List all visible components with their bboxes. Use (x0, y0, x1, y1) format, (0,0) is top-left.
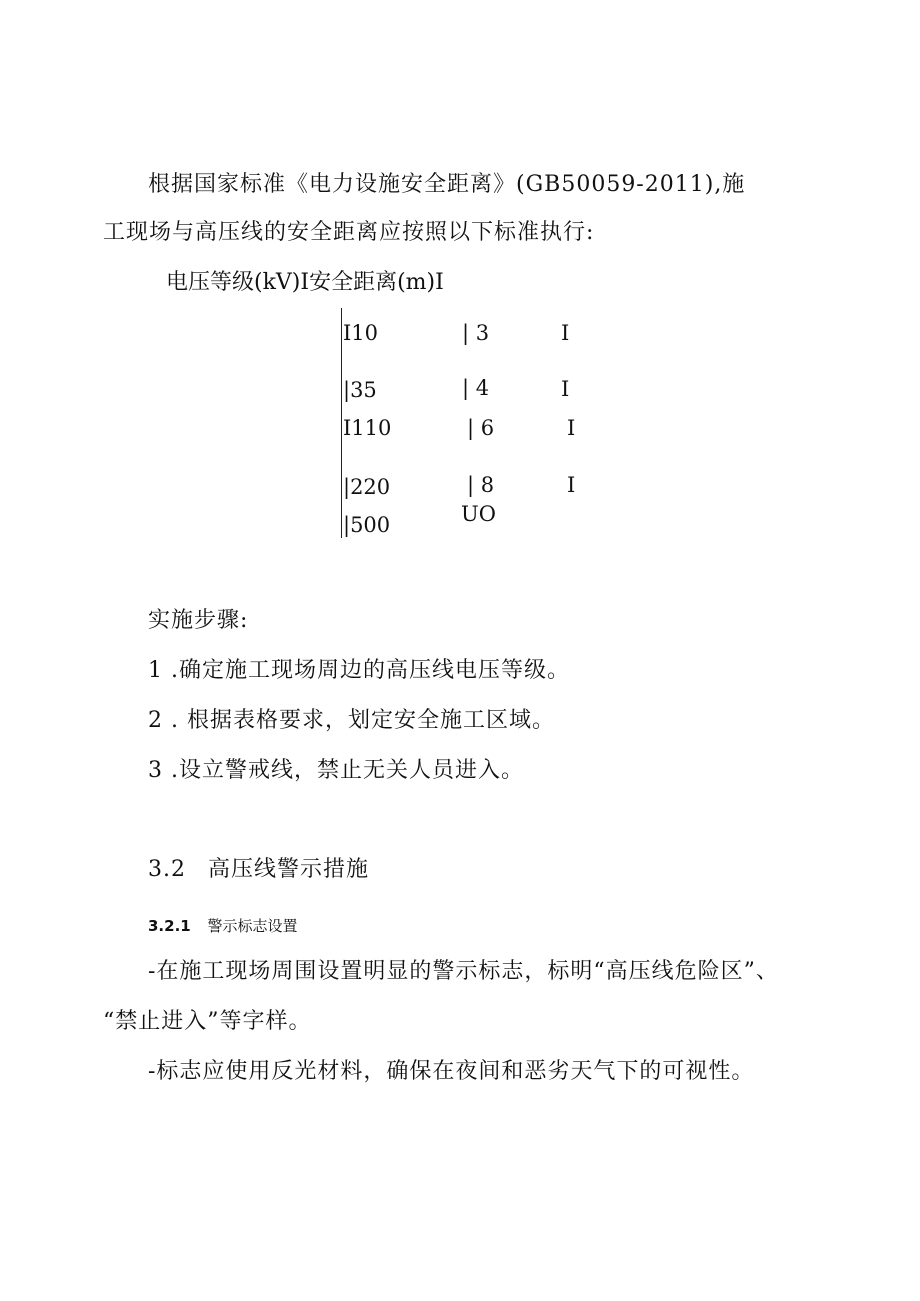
voltage-cell: |35 (343, 378, 377, 402)
paragraph-1-line-2: “禁止进入”等字样。 (103, 1009, 312, 1034)
voltage-cell: I10 (343, 321, 379, 345)
distance-cell: UO (461, 502, 496, 526)
distance-cell: | 4 (462, 376, 490, 400)
subsection-heading (148, 915, 298, 936)
subsection-title: 警示标志设置 (207, 917, 298, 935)
distance-cell: | 8 (467, 473, 495, 497)
step-item-3: 3 .设立警戒线，禁止无关人员进入。 (148, 758, 524, 783)
distance-cell: | 3 (462, 321, 490, 345)
step-item-1: 1 .确定施工现场周边的高压线电压等级。 (148, 658, 570, 683)
row-end-mark: I (567, 473, 576, 497)
steps-title: 实施步骤: (148, 608, 249, 633)
intro-line-2: 工现场与高压线的安全距离应按照以下标准执行: (103, 220, 595, 245)
section-number: 3.2 (148, 857, 186, 882)
row-end-mark: I (567, 416, 576, 440)
section-title: 高压线警示措施 (208, 857, 370, 882)
paragraph-2: -标志应使用反光材料，确保在夜间和恶劣天气下的可视性。 (148, 1059, 755, 1084)
step-item-2: 2 . 根据表格要求，划定安全施工区域。 (148, 708, 555, 733)
paragraph-1-line-1: -在施工现场周围设置明显的警示标志，标明“高压线危险区”、 (148, 959, 779, 984)
section-heading (148, 855, 369, 885)
voltage-cell: |220 (343, 475, 391, 499)
voltage-cell: |500 (343, 513, 391, 537)
subsection-number: 3.2.1 (148, 917, 191, 935)
table-left-border (341, 308, 342, 538)
intro-line-1: 根据国家标准《电力设施安全距离》(GB50059-2011),施 (148, 172, 746, 197)
row-end-mark: I (561, 321, 570, 345)
table-header: 电压等级(kV)I安全距离(m)I (166, 270, 444, 295)
voltage-cell: I110 (343, 416, 392, 440)
distance-cell: | 6 (467, 416, 495, 440)
row-end-mark: I (561, 377, 570, 401)
